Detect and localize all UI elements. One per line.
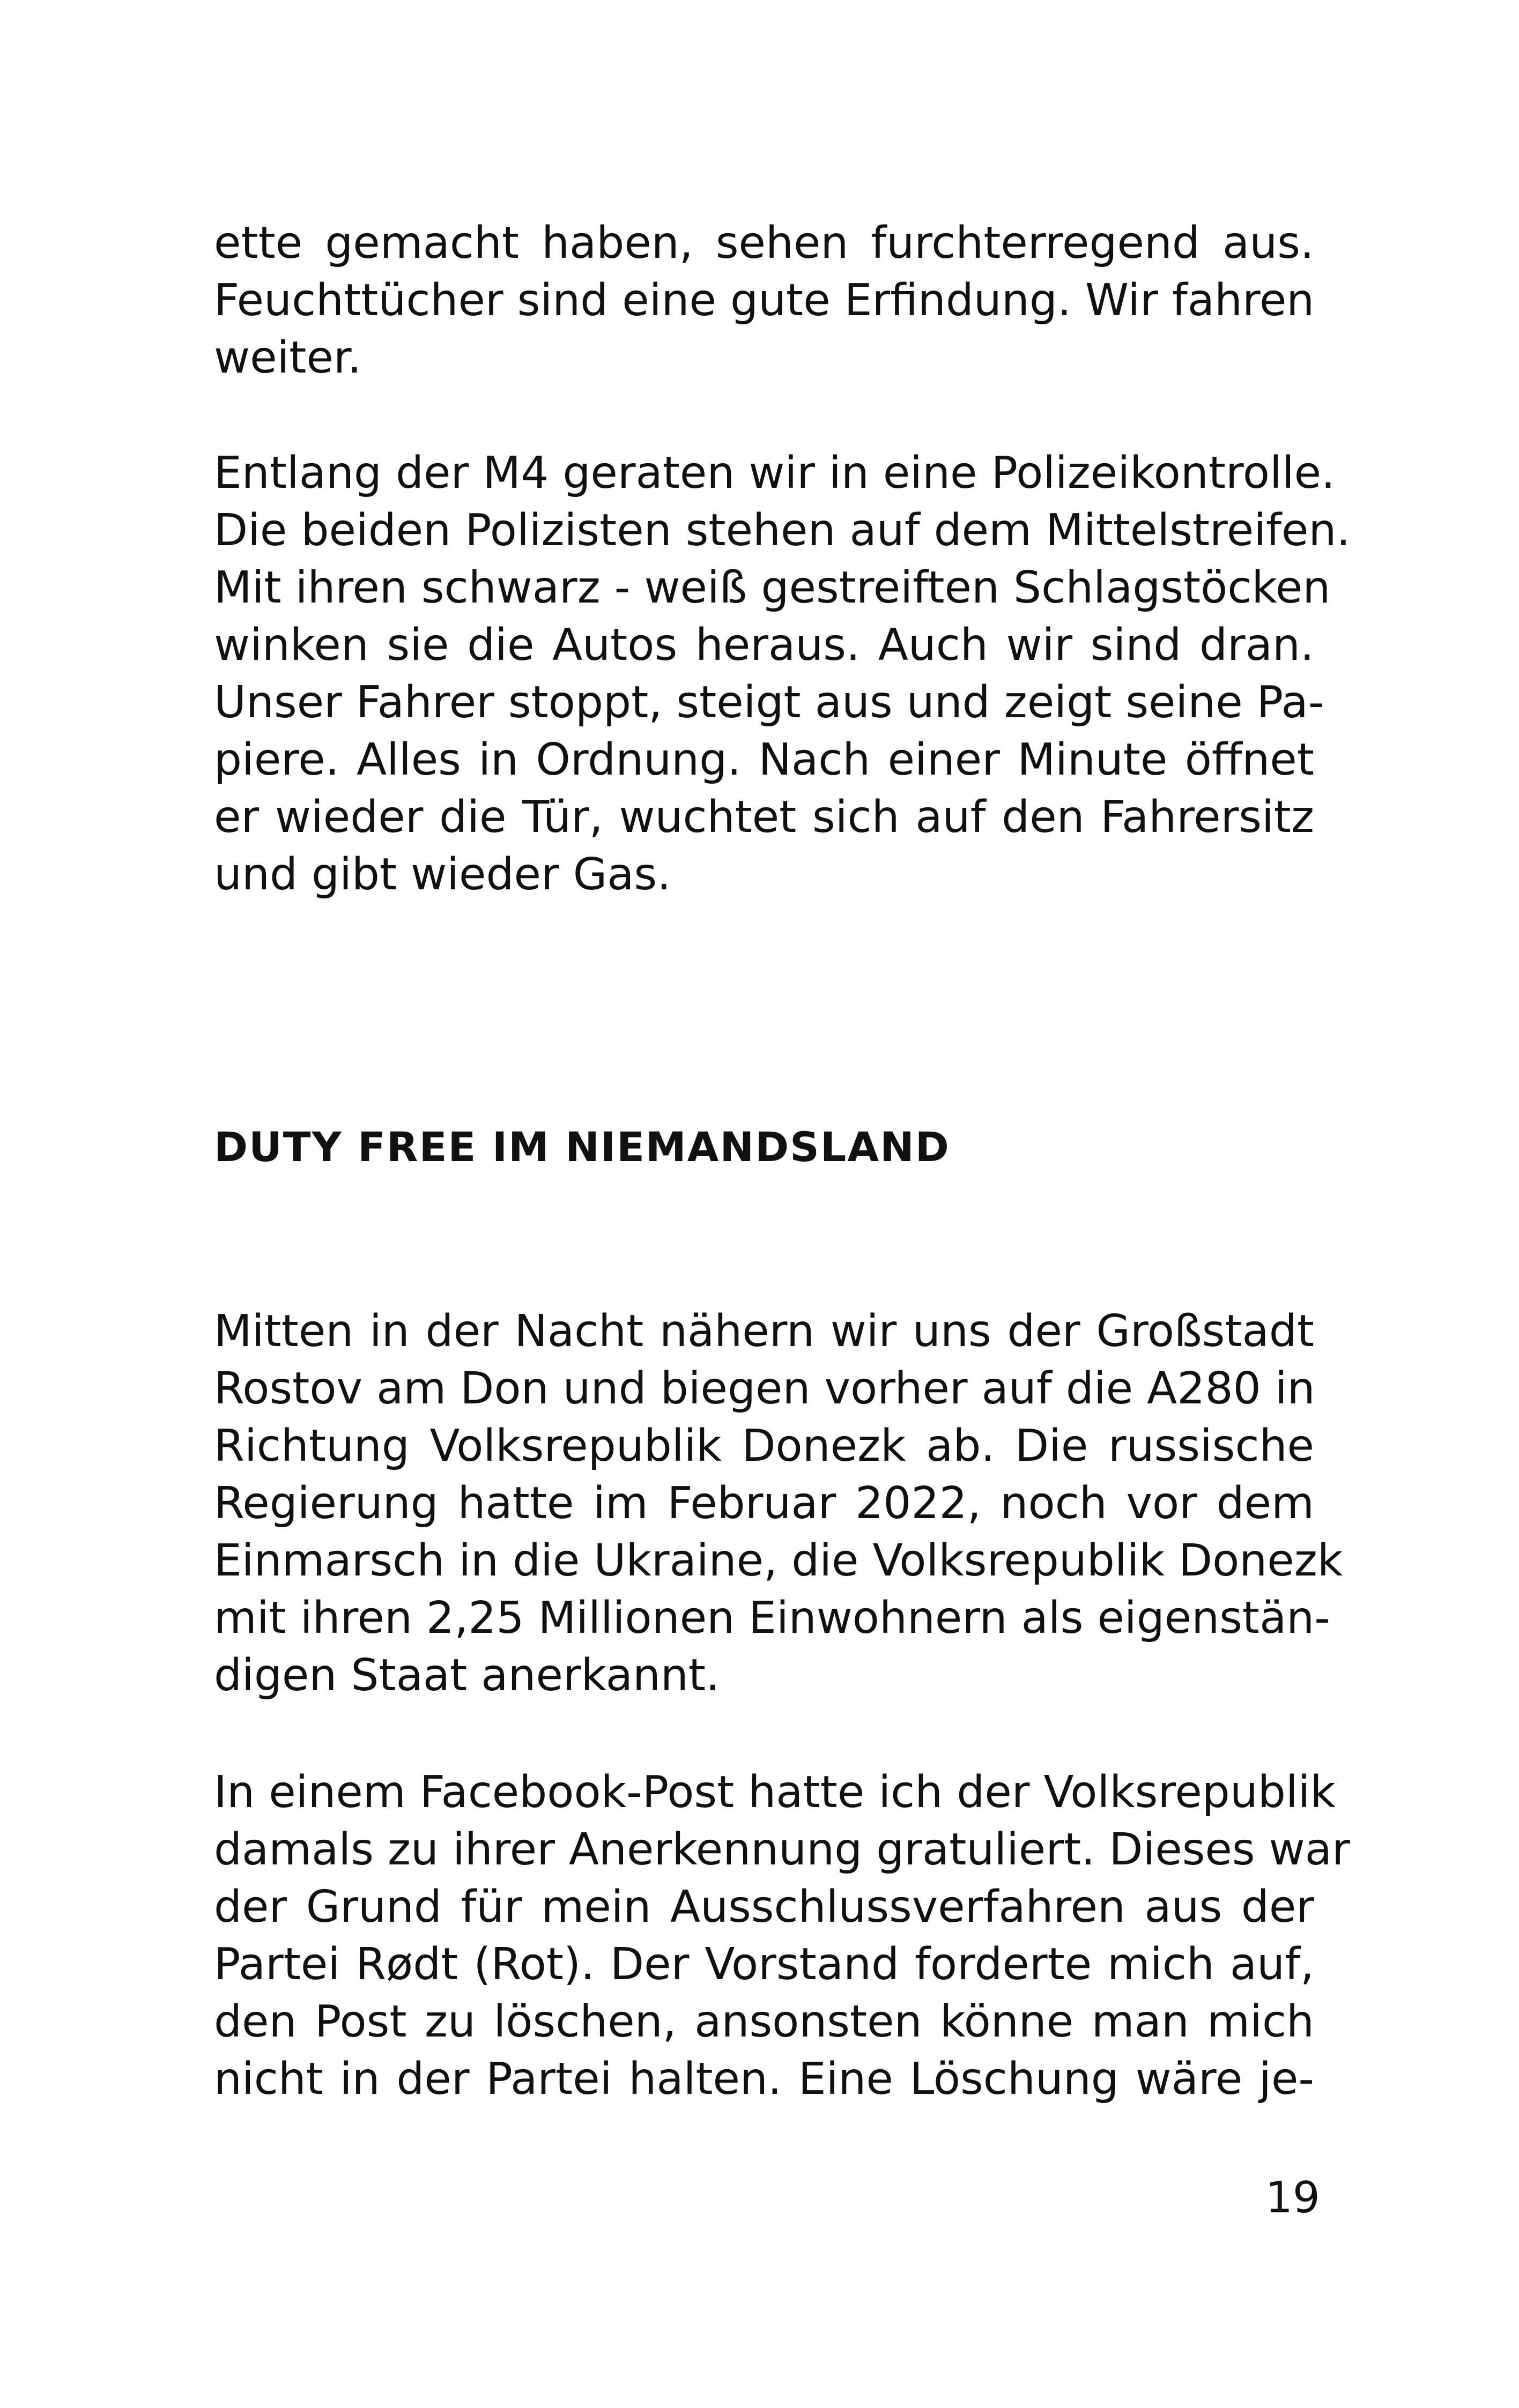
text-line: mit ihren 2,25 Millionen Einwohnern als eigenstän- xyxy=(214,1593,1330,1644)
text-line: digen Staat anerkannt. xyxy=(214,1650,720,1701)
text-line: Regierung hatte im Februar 2022, noch vor dem xyxy=(214,1478,1314,1529)
text-line: Feuchttücher sind eine gute Erfindung. Wir fahren xyxy=(214,275,1315,326)
text-line: winken sie die Autos heraus. Auch wir sind dran. xyxy=(214,620,1314,671)
paragraph-2 xyxy=(214,444,1351,903)
text-line: In einem Facebook-Post hatte ich der Volksrepublik xyxy=(214,1767,1336,1818)
page-number: 19 xyxy=(1265,2173,1320,2223)
text-line: Rostov am Don und biegen vorher auf die A280 in xyxy=(214,1363,1315,1414)
text-line: Partei Rødt (Rot). Der Vorstand forderte mich auf, xyxy=(214,1939,1314,1990)
text-line: der Grund für mein Ausschlussverfahren aus der xyxy=(214,1882,1314,1933)
text-line: weiter. xyxy=(214,332,362,383)
text-line: und gibt wieder Gas. xyxy=(214,849,671,900)
text-line: Richtung Volksrepublik Donezk ab. Die russische xyxy=(214,1421,1314,1471)
text-line: Entlang der M4 geraten wir in eine Polizeikontrolle. xyxy=(214,448,1336,499)
text-line: damals zu ihrer Anerkennung gratuliert. Dieses war xyxy=(214,1824,1350,1875)
text-line: Mit ihren schwarz - weiß gestreiften Schlagstöcken xyxy=(214,562,1331,613)
section-heading: DUTY FREE IM NIEMANDSLAND xyxy=(214,1123,950,1171)
text-line: nicht in der Partei halten. Eine Löschung wäre je- xyxy=(214,2054,1314,2105)
paragraph-4 xyxy=(214,1764,1350,2108)
paragraph-3 xyxy=(214,1303,1343,1704)
text-line: piere. Alles in Ordnung. Nach einer Minute öffnet xyxy=(214,734,1314,785)
text-line: Die beiden Polizisten stehen auf dem Mittelstreifen. xyxy=(214,505,1351,556)
text-line: ette gemacht haben, sehen furchterregend aus. xyxy=(214,218,1314,269)
text-line: den Post zu löschen, ansonsten könne man mich xyxy=(214,1996,1314,2047)
paragraph-1 xyxy=(214,214,1314,387)
text-line: Mitten in der Nacht nähern wir uns der Großstadt xyxy=(214,1306,1314,1357)
text-line: Unser Fahrer stoppt, steigt aus und zeigt seine Pa- xyxy=(214,677,1324,728)
text-line: Einmarsch in die Ukraine, die Volksrepublik Donezk xyxy=(214,1535,1343,1586)
text-line: er wieder die Tür, wuchtet sich auf den Fahrersitz xyxy=(214,792,1314,843)
